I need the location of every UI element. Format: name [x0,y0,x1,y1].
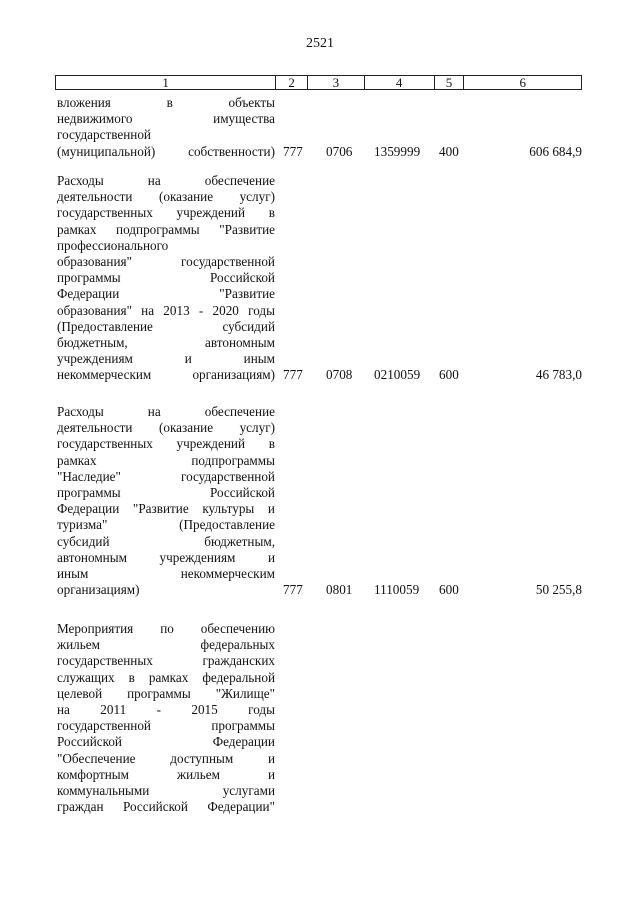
desc-line: рамках подпрограммы "Развитие [57,221,275,237]
desc-line: государственных гражданских [57,653,275,669]
col-3-value: 0708 [326,367,353,383]
row-description [57,404,275,598]
desc-line: программы Российской [57,485,275,501]
col-5-value: 600 [439,367,459,383]
header-col-2: 2 [276,76,308,89]
desc-line: деятельности (оказание услуг) [57,189,275,205]
col-6-value: 46 783,0 [535,367,582,383]
desc-line: коммунальными услугами [57,783,275,799]
row-description [57,173,275,384]
desc-line: "Наследие" государственной [57,468,275,484]
desc-line: некоммерческим организациям) [57,367,275,383]
desc-line: субсидий бюджетным, [57,533,275,549]
desc-line: вложения в объекты [57,95,275,110]
desc-line: образования" на 2013 - 2020 годы [57,302,275,318]
desc-line: организациям) [57,582,140,598]
desc-line: автономным учреждениям и [57,549,275,565]
desc-line: граждан Российской Федерации" [57,799,275,815]
header-col-4: 4 [365,76,435,89]
desc-line: иным некоммерческим [57,566,275,582]
desc-line: государственных учреждений в [57,436,275,452]
col-6-value: 606 684,9 [529,143,582,159]
col-5-value: 400 [439,143,459,159]
desc-line: (муниципальной) собственности) [57,143,275,159]
desc-line: служащих в рамках федеральной [57,669,275,685]
col-2-value: 777 [283,582,303,598]
desc-line: Расходы на обеспечение [57,404,275,419]
col-4-value: 0210059 [374,367,421,383]
desc-line: жильем федеральных [57,637,275,653]
desc-line: комфортным жильем и [57,766,275,782]
col-4-value: 1359999 [374,143,421,159]
col-6-value: 50 255,8 [535,582,582,598]
desc-line: туризма" (Предоставление [57,517,275,533]
desc-line: профессионального [57,237,169,253]
col-4-value: 1110059 [374,582,420,598]
desc-line: (Предоставление субсидий [57,318,275,334]
desc-line: программы Российской [57,270,275,286]
desc-line: бюджетным, автономным [57,335,275,351]
header-col-3: 3 [308,76,365,89]
desc-line: рамках подпрограммы [57,452,275,468]
desc-line: Расходы на обеспечение [57,173,275,188]
row-description [57,95,275,160]
desc-line: деятельности (оказание услуг) [57,420,275,436]
desc-line: недвижимого имущества [57,111,275,127]
col-3-value: 0801 [326,582,353,598]
header-col-6: 6 [519,75,526,90]
page-number: 2521 [306,36,334,51]
table-header [55,75,582,90]
desc-line: Федерации "Развитие культуры и [57,501,275,517]
desc-line: государственных учреждений в [57,205,275,221]
header-col-5: 5 [435,76,465,89]
desc-line: образования" государственной [57,254,275,270]
desc-line: государственной [57,127,151,143]
col-2-value: 777 [283,143,303,159]
desc-line: Российской Федерации [57,734,275,750]
desc-line: Мероприятия по обеспечению [57,621,275,636]
header-col-1: 1 [56,76,276,89]
row-description [57,621,275,815]
desc-line: целевой программы "Жилище" [57,685,275,701]
desc-line: учреждениям и иным [57,351,275,367]
desc-line: государственной программы [57,718,275,734]
col-5-value: 600 [439,582,459,598]
col-3-value: 0706 [326,143,353,159]
desc-line: Федерации "Развитие [57,286,275,302]
desc-line: на 2011 - 2015 годы [57,702,275,718]
desc-line: "Обеспечение доступным и [57,750,275,766]
col-2-value: 777 [283,367,303,383]
